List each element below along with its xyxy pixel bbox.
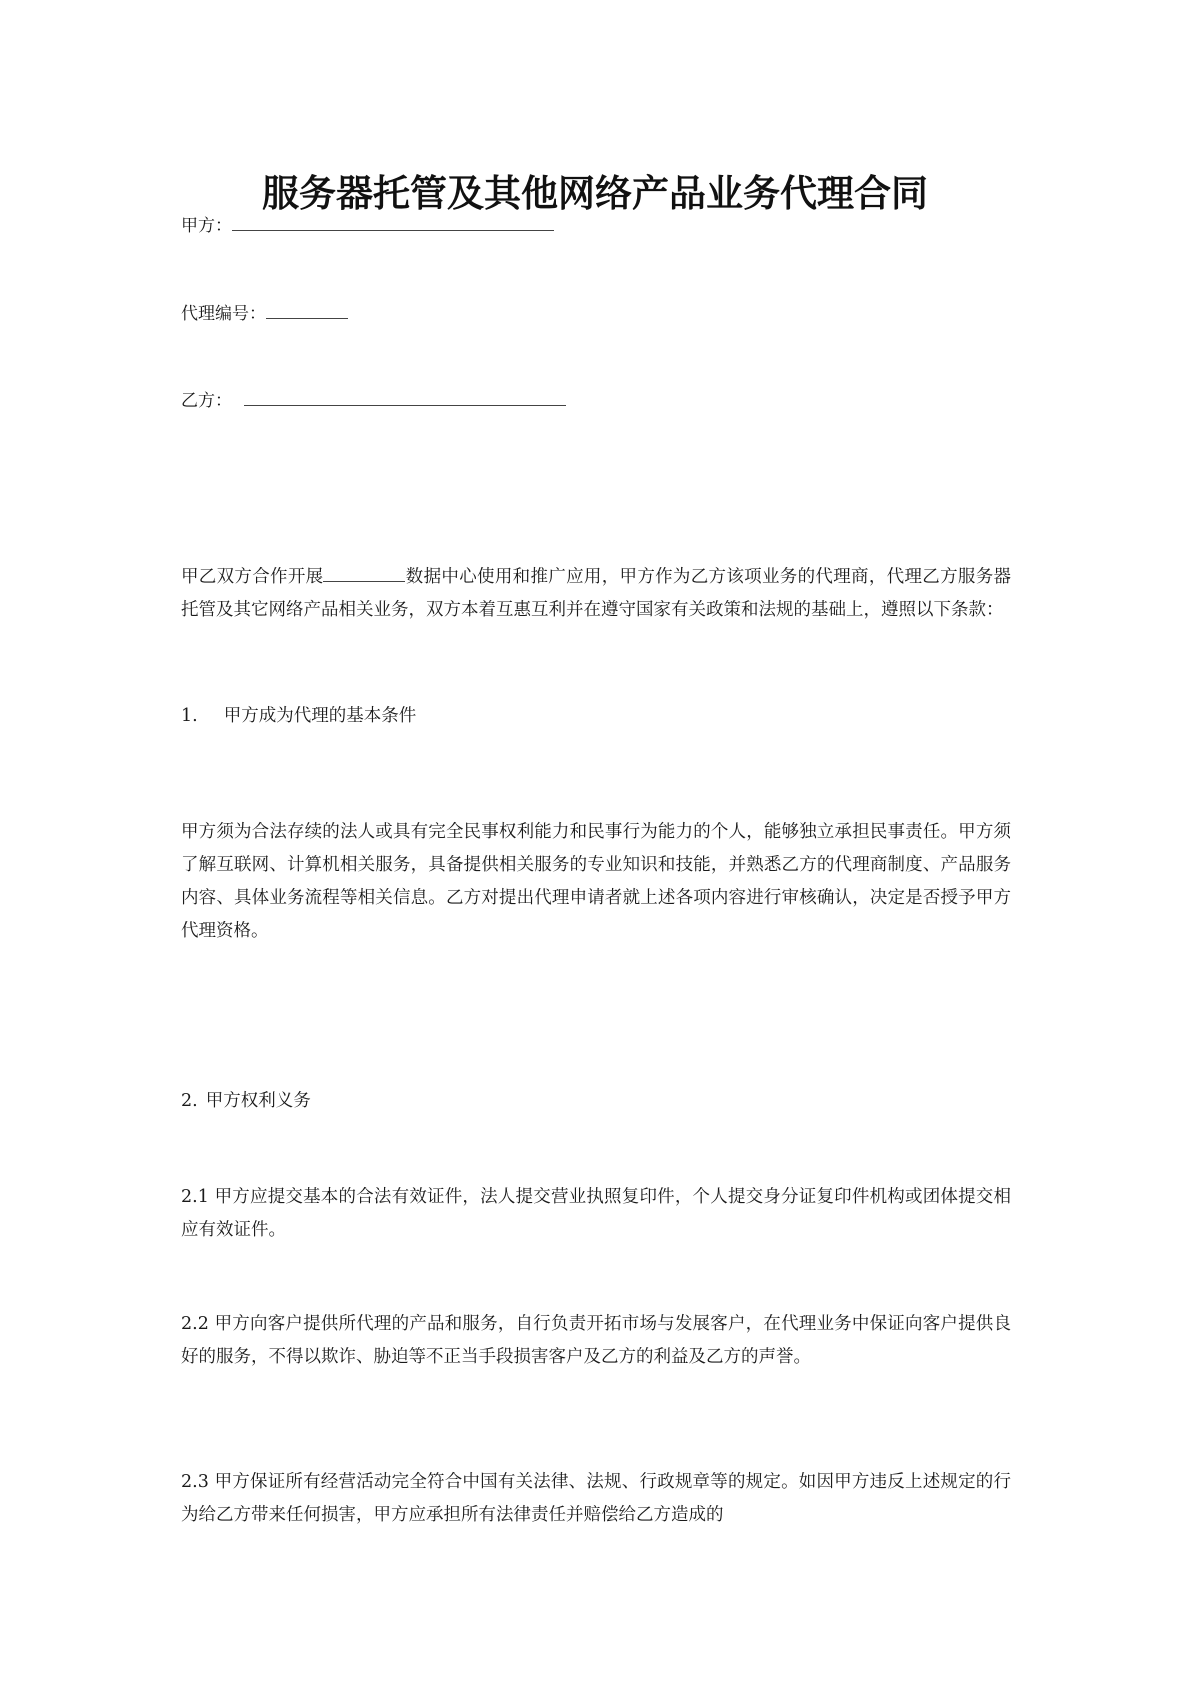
section-1-title: 甲方成为代理的基本条件	[223, 706, 417, 726]
clause-2-1: 2.1 甲方应提交基本的合法有效证件，法人提交营业执照复印件，个人提交身分证复印件机构或团体提交相应有效证件。	[181, 1187, 1011, 1240]
clause-2-3: 2.3 甲方保证所有经营活动完全符合中国有关法律、法规、行政规章等的规定。如因甲方违反上述规定的行为给乙方带来任何损害，甲方应承担所有法律责任并赔偿给乙方造成的	[181, 1472, 1011, 1525]
intro-blank	[323, 567, 405, 582]
intro-text-start: 甲乙双方合作开展	[181, 567, 324, 587]
intro-text-rest: 数据中心使用和推广应用，甲方作为乙方该项业务的代理商，代理乙方服务器托管及其它网络产品相关业务，双方本着互惠互利并在遵守国家有关政策和法规的基础上，遵照以下条款：	[181, 567, 1012, 620]
section-1-body: 甲方须为合法存续的法人或具有完全民事权利能力和民事行为能力的个人，能够独立承担民事责任。甲方须了解互联网、计算机相关服务，具备提供相关服务的专业知识和技能，并熟悉乙方的代理商制度、产品服务内容、具体业务流程等相关信息。乙方对提出代理申请者就上述各项内容进行审核确认，决定是否授予甲方代理资格。	[181, 822, 1011, 941]
section-1-heading	[181, 702, 416, 727]
party-a-label: 甲方：	[181, 216, 232, 236]
party-a-blank	[232, 216, 554, 231]
agent-number-field	[181, 299, 348, 324]
section-1-number: 1.	[181, 706, 198, 726]
agent-number-label: 代理编号：	[181, 304, 266, 324]
party-b-field	[181, 386, 566, 411]
party-a-field	[181, 211, 554, 236]
document-title: 服务器托管及其他网络产品业务代理合同	[262, 172, 928, 215]
intro-paragraph	[181, 561, 1011, 627]
section-2-heading	[181, 1087, 311, 1112]
section-2-number: 2.	[181, 1091, 198, 1111]
clause-2-2: 2.2 甲方向客户提供所代理的产品和服务，自行负责开拓市场与发展客户，在代理业务中保证向客户提供良好的服务，不得以欺诈、胁迫等不正当手段损害客户及乙方的利益及乙方的声誉。	[181, 1314, 1011, 1367]
party-b-label: 乙方：	[181, 391, 232, 411]
party-b-blank	[244, 391, 566, 406]
section-2-title: 甲方权利义务	[205, 1091, 311, 1111]
agent-number-blank	[266, 304, 348, 319]
